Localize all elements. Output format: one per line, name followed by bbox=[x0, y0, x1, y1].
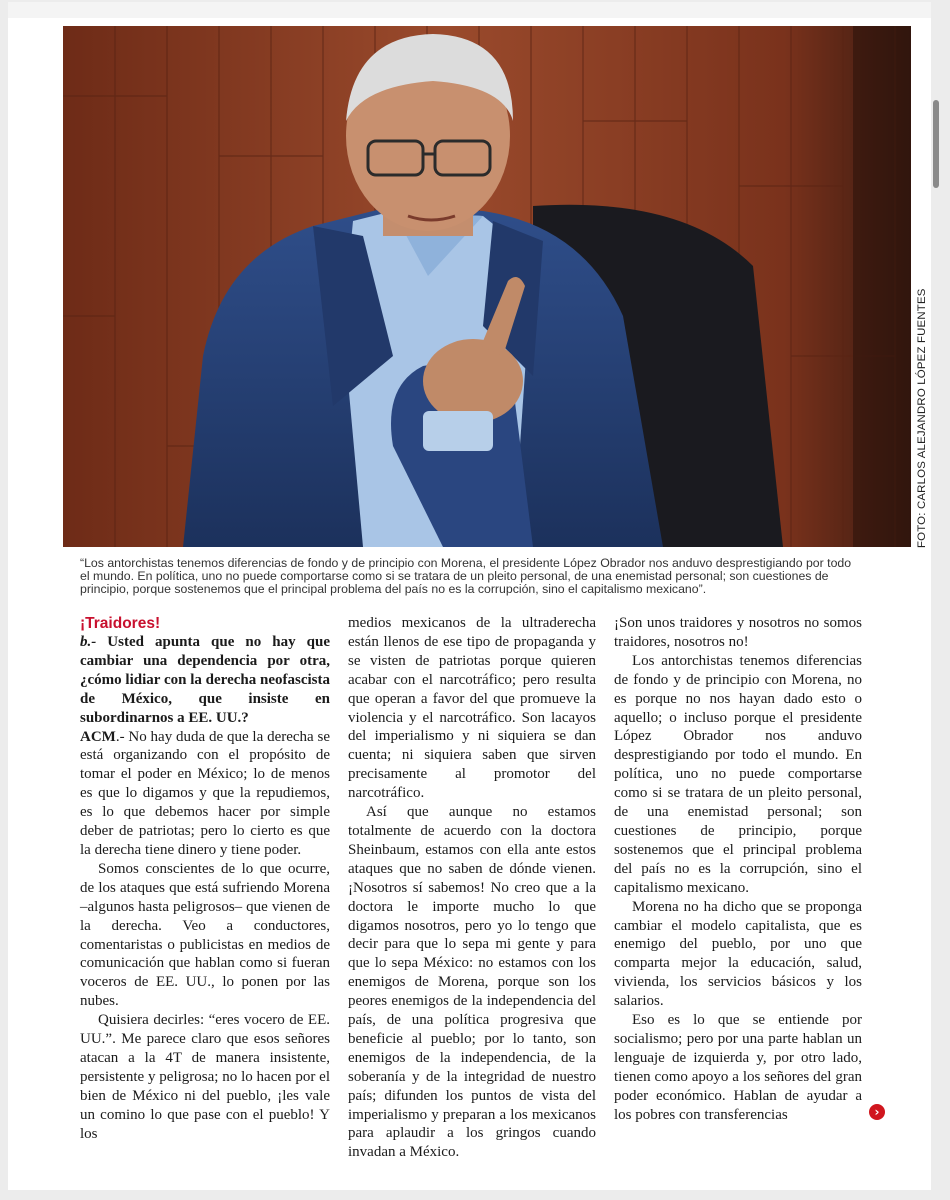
photo-illustration bbox=[63, 26, 911, 547]
article-column-1 bbox=[80, 614, 330, 1143]
article-photo bbox=[63, 26, 911, 547]
answer-paragraph bbox=[80, 728, 330, 860]
section-subhead: ¡Traidores! bbox=[80, 615, 161, 632]
previous-page-edge bbox=[8, 2, 931, 18]
photo-caption: “Los antorchistas tenemos diferencias de fondo y de principio con Morena, el presidente López Obrador nos anduvo desprestigiando por todo el mundo. En política, uno no puede comportarse como si se tratara de un pleito personal, de una enemistad personal; son cuestiones de principio, porque sostenemos que el principal problema del país no es la corrupción, sino el capitalismo mexicano”. bbox=[80, 556, 852, 596]
question-label: b.- bbox=[80, 634, 97, 650]
paragraph-8: Morena no ha dicho que se proponga cambiar el modelo capitalista, que es enemigo del pueblo, por uno que comparta mejor la educación, salud, vivienda, los servicios básicos y los salarios. bbox=[614, 898, 862, 1010]
interview-question bbox=[80, 633, 330, 728]
paragraph-6: ¡Son unos traidores y nosotros no somos traidores, nosotros no! bbox=[614, 615, 862, 650]
paragraph-2: Somos conscientes de lo que ocurre, de los ataques que está sufriendo Morena –algunos hasta peligrosos– que vienen de la derecha. Veo a conductores, comentaristas o publicistas en medios de comunicación que hablan como si fueran voceros de EE. UU., lo ponen por las nubes. bbox=[80, 860, 330, 1010]
article-column-3 bbox=[614, 614, 862, 1124]
continue-arrow-icon[interactable]: › bbox=[869, 1104, 885, 1120]
paragraph-7: Los antorchistas tenemos diferencias de fondo y de principio con Morena, no es porque no nos hayan dado esto o aquello; o incluso porque el presidente López Obrador nos anduvo desprestigiando por todo el mundo. En política, uno no puede comportarse como si se tratara de un pleito personal, de una enemistad personal; son cuestiones de principio, porque sostenemos que el principal problema del país no es la corrupción, sino el capitalismo mexicano. bbox=[614, 652, 862, 896]
article-column-2 bbox=[348, 614, 596, 1162]
paragraph-4: medios mexicanos de la ultraderecha están llenos de ese tipo de propaganda y se visten de patriotas porque quieren acabar con el narcotráfico; pero resulta que operan a favor del que promueve la violencia y el narcotráfico. Son lacayos del imperialismo y ni siquiera se dan cuenta; ni siquiera saben que sirven precisamente al promotor del narcotráfico. bbox=[348, 615, 596, 802]
scrollbar-thumb[interactable] bbox=[933, 100, 939, 188]
answer-text: .- No hay duda de que la derecha se está organizando con el propósito de tomar el poder en México; lo de menos es que lo digamos y que la repudiemos, es lo que debemos hacer por simple deber de patriotas; pero lo cierto es que la derecha tiene dinero y tiene poder. bbox=[80, 728, 330, 858]
photo-credit: FOTO: CARLOS ALEJANDRO LÓPEZ FUENTES bbox=[916, 288, 928, 548]
paragraph-9: Eso es lo que se entiende por socialismo; pero por una parte hablan un lenguaje de izquierda y, por otro lado, tienen como apoyo a los señores del gran poder económico. Hablan de ayudar a los pobres con transferencias bbox=[614, 1012, 862, 1123]
magazine-page bbox=[8, 2, 931, 1190]
question-text: Usted apunta que no hay que cambiar una dependencia por otra, ¿cómo lidiar con la derecha neofascista de México, que insiste en subordinarnos a EE. UU.? bbox=[80, 634, 330, 726]
paragraph-3: Quisiera decirles: “eres vocero de EE. UU.”. Me parece claro que esos señores atacan a la 4T de manera insistente, persistente y peligrosa; no lo hacen por el bien de México ni del pueblo, ¡les vale un comino lo que pase con el pueblo! Y los bbox=[80, 1012, 330, 1142]
answer-label: ACM bbox=[80, 728, 116, 745]
paragraph-5: Así que aunque no estamos totalmente de acuerdo con la doctora Sheinbaum, estamos con ella ante estos ataques que no saben de dónde vienen. ¡Nosotros sí sabemos! No creo que a la doctora le importe mucho lo que digamos nosotros, pero yo lo tengo que decir para que lo sepa mi gente y para que lo sepa México: no estamos con los enemigos de Morena, porque son los peores enemigos de la independencia del país, de una política progresiva que beneficie al pueblo; por lo tanto, son enemigos de la independencia, de la soberanía y de la integridad de nuestro país; difunden los puntos de vista del imperialismo y preparan a los mexicanos para aplaudir a los gringos cuando invadan a México. bbox=[348, 804, 596, 1161]
